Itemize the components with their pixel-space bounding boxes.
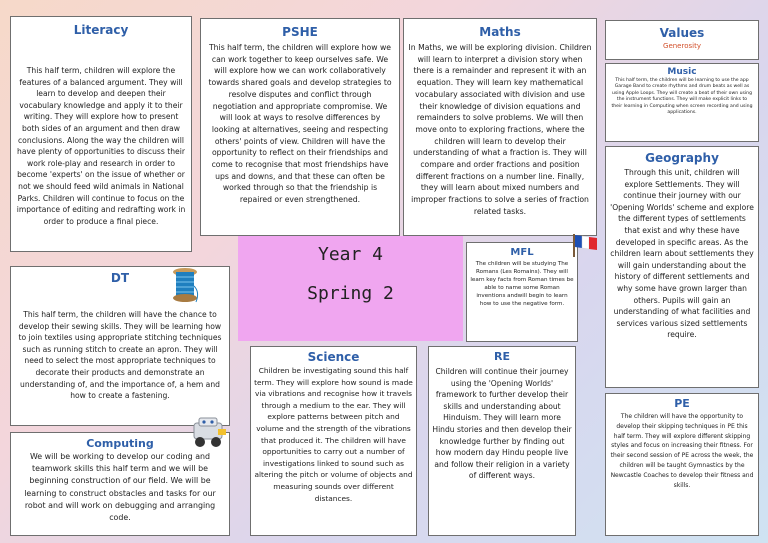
- literacy-panel: [10, 16, 192, 252]
- science-text: Children be investigating sound this half term. They will explore how sound is made via vibrations and recognise how it travels through a medium to the ear. They will explore patterns between pitch and volume and the strength of the vibrations that produced it. The children will have opportunities to carry out a number of investigations linked to sound such as altering the pitch or volume of objects and measuring sounds over different distances.: [254, 366, 413, 503]
- thread-spool-icon: [168, 266, 202, 304]
- term-panel: [238, 236, 463, 341]
- mfl-title: MFL: [510, 247, 534, 258]
- re-panel: [428, 346, 576, 536]
- values-title: Values: [659, 26, 705, 40]
- values-subtitle: Generosity: [663, 42, 701, 50]
- literacy-title: Literacy: [73, 23, 129, 37]
- values-panel: [605, 20, 759, 60]
- pshe-text: This half term, the children will explore how we can work together to keep ourselves safe. We will explore how we can work collaboratively towards shared goals and develop strategies to resolve disputes and conflict through negotiation and appropriate compromise. We will look at ways to resolve differences by looking at alternatives, seeing and respecting others' points of view. Children will have the opportunity to reflect on their friendships and come to recognise that most friendships have ups and downs, and that these can often be worked through so that the friendship is repaired or even strengthened.: [208, 43, 392, 205]
- pe-title: PE: [674, 397, 690, 410]
- re-text: Children will continue their journey using the 'Opening Worlds' framework to further develop their skills and understanding about Hinduism. They will learn more Hindu stories and then develop their knowledge further by finding out how modern day Hindu people live and follow their religion in a variety of different ways.: [432, 367, 572, 481]
- robot-icon: [188, 415, 230, 449]
- year-label: Year 4: [317, 244, 384, 265]
- music-panel: [605, 63, 759, 142]
- geography-text: Through this unit, children will explore Settlements. They will continue their journey with our 'Opening Worlds' scheme and explore the different types of settlements that exist and why these have developed in specific areas. As the children learn about settlements they will gain understanding about the history of different settlements and why some have grown larger than others. Pupils will gain an understanding of what facilities and services various sized settlements require.: [610, 168, 754, 340]
- pshe-panel: [200, 18, 400, 236]
- geography-panel: [605, 146, 759, 388]
- dt-title: DT: [110, 271, 130, 285]
- season-label: Spring 2: [307, 283, 394, 304]
- mfl-panel: [466, 242, 578, 342]
- maths-title: Maths: [479, 25, 521, 39]
- science-panel: [250, 346, 417, 536]
- dt-text: This half term, the children will have the chance to develop their sewing skills. They will be learning how to join textiles using appropriate stitching techniques such as running stitch to create an apron. They will need to select the most appropriate techniques to decorate their products and demonstrate an understanding of, and the importance of, a hem and how to create a fastening.: [18, 310, 222, 401]
- computing-text: We will be working to develop our coding and teamwork skills this half term and we will be beginning construction of our field. We will be learning to construct obstacles and tasks for our robot and will work on debugging and arranging code.: [24, 452, 216, 523]
- music-title: Music: [667, 67, 697, 77]
- pe-panel: [605, 393, 759, 536]
- pshe-title: PSHE: [282, 25, 318, 39]
- mfl-text: The children will be studying The Romans (Les Romains). They will learn key facts from Roman times be able to name some Roman inventions andwill begin to learn how to use the negative form.: [470, 261, 574, 307]
- pe-text: The children will have the opportunity to develop their skipping techniques in PE this half term. They will explore different skipping styles and focus on increasing their fitness. For their second session of PE across the week, the children will be taught Gymnastics by the Newcastle Coaches to develop their fitness and skills.: [610, 413, 754, 489]
- maths-text: In Maths, we will be exploring division. Children will learn to interpret a division story when there is a remainder and represent it with an equation. They will learn key mathematical vocabulary associated with division and use their knowledge of division equations and remainders to solve problems. We will then move onto to exploring fractions, where the children will learn to develop their understanding of what a fraction is. They will compare and order fractions and position different fractions on a number line. Finally, they will learn about mixed numbers and improper fractions to solve a series of fraction related tasks.: [408, 43, 592, 216]
- french-flag-icon: [571, 232, 599, 258]
- science-title: Science: [307, 350, 360, 364]
- maths-panel: [403, 18, 597, 236]
- geography-title: Geography: [645, 151, 719, 165]
- music-text: This half term, the children will be learning to use the app Garage Band to create rhythms and drum beats as well as using Apple Loops. They will create a beat of their own using the instrument functions. They will make explicit links to their learning in Computing when screen recording and using applications.: [611, 78, 753, 116]
- literacy-text: This half term, children will explore the features of a balanced argument. They will learn to develop and deepen their vocabulary knowledge and apply it to their writing. They will explore how to present both sides of an argument and then draw conclusions. Along the way the children will have plenty of opportunities to discuss their work role-play and research in order to become 'experts' on the issue of whether or not we should feed wild animals in National Parks. Children will continue to focus on the importance of editing and redrafting work in order to produce a final piece.: [16, 66, 186, 226]
- re-title: RE: [494, 350, 510, 363]
- computing-title: Computing: [86, 437, 154, 450]
